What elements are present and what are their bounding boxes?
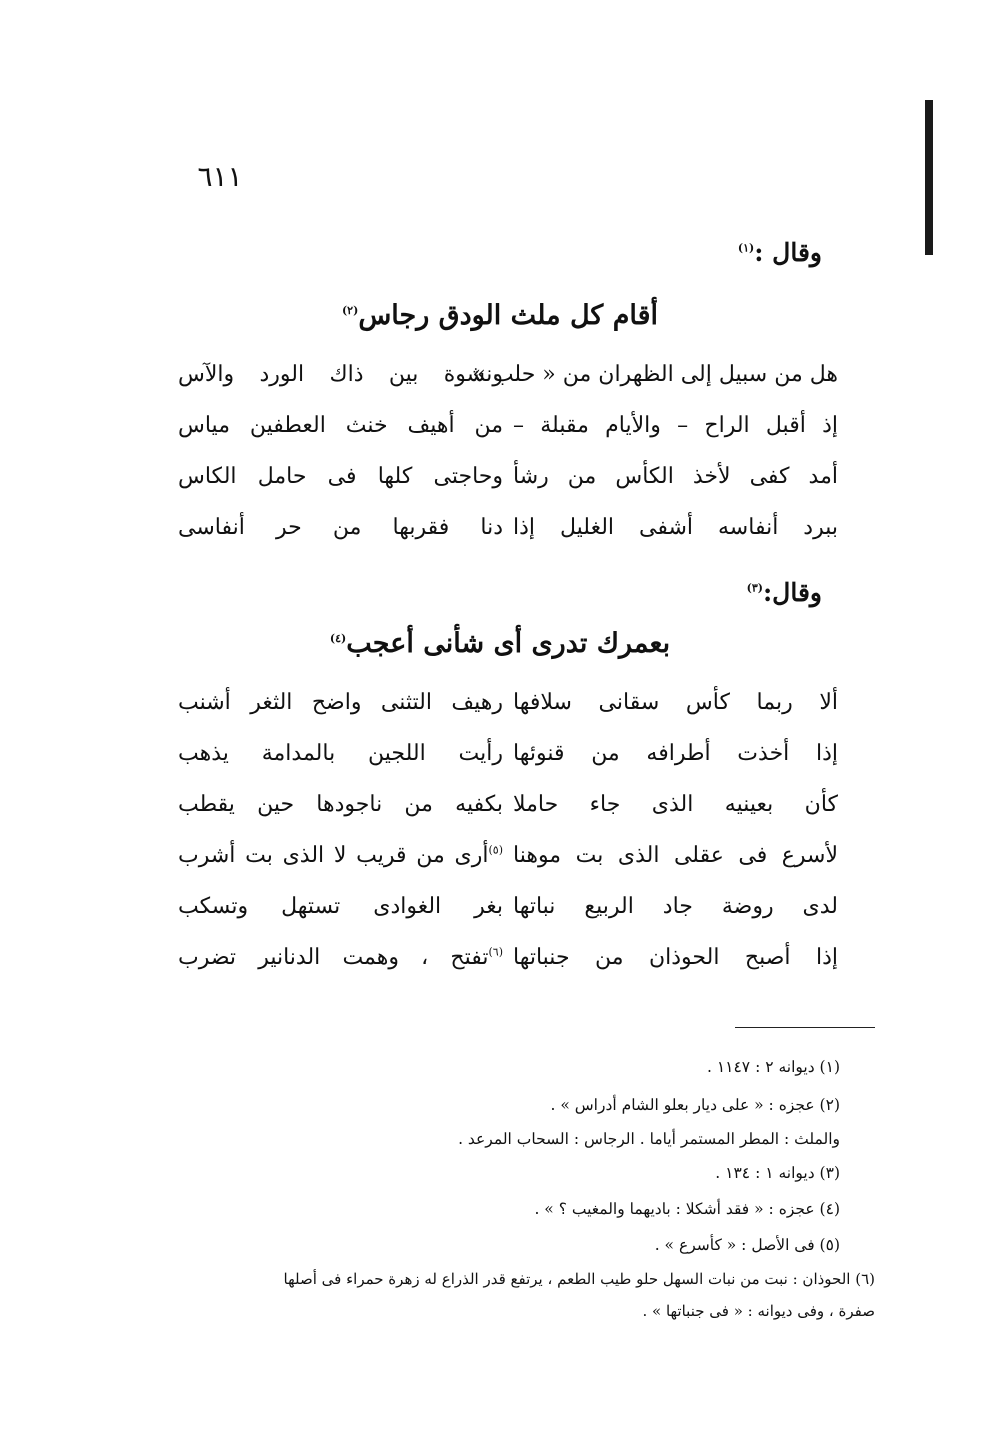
footnote: والملث : المطر المستمر أياما . الرجاس : السحاب المرعد . bbox=[458, 1130, 840, 1148]
footnote-ref: (١) bbox=[737, 241, 755, 255]
verse-second-hemistich: بغر الغوادى تستهل وتسكب bbox=[178, 894, 503, 919]
intro-text: وقال : bbox=[754, 238, 822, 267]
footnote: (١) ديوانه ٢ : ١١٤٧ . bbox=[706, 1058, 840, 1076]
page-number: ٦١١ bbox=[197, 160, 243, 193]
verse-second-hemistich: ونشوة بين ذاك الورد والآس bbox=[178, 362, 503, 387]
verse-first-hemistich: إذا أصبح الحوذان من جنباتها bbox=[513, 945, 838, 970]
footnote: (٦) الحوذان : نبت من نبات السهل حلو طيب الطعم ، يرتفع قدر الذراع له زهرة حمراء فى أصلها bbox=[283, 1270, 875, 1288]
verse-second-hemistich bbox=[178, 945, 503, 970]
heading-text: بعمرك تدرى أى شأنى أعجب bbox=[346, 628, 671, 659]
verse-line bbox=[178, 945, 838, 985]
poem-intro bbox=[522, 238, 822, 267]
footnote: (٤) عجزه : « فقد أشكلا : باديهما والمغيب ؟ » . bbox=[534, 1200, 840, 1218]
verse-second-hemistich: وحاجتى كلها فى حامل الكاس bbox=[178, 464, 503, 489]
heading-text: أقام كل ملث الودق رجاس bbox=[358, 300, 659, 331]
verse-second-hemistich: رأيت اللجين بالمدامة يذهب bbox=[178, 741, 503, 766]
verse-first-hemistich: ببرد أنفاسه أشفى الغليل إذا bbox=[513, 515, 838, 540]
footnote: (٥) فى الأصل : « كأسرع » . bbox=[654, 1236, 840, 1254]
verse-first-hemistich: أمد كفى لأخذ الكأس من رشأ bbox=[513, 464, 838, 489]
verse-first-hemistich: هل من سبيل إلى الظهران من « حلب » bbox=[472, 362, 838, 387]
verse-line bbox=[178, 464, 838, 504]
poem-heading bbox=[180, 300, 820, 331]
footnote-ref: (٦) bbox=[488, 945, 503, 959]
verse-second-hemistich: بكفيه من ناجودها حين يقطب bbox=[178, 792, 503, 817]
verse-line bbox=[178, 515, 838, 555]
footnote-ref: (٤) bbox=[329, 632, 347, 645]
footnote-ref: (٥) bbox=[488, 843, 503, 857]
verse-line bbox=[178, 792, 838, 832]
footnote-ref: (٣) bbox=[746, 581, 763, 595]
footnote-divider bbox=[735, 1027, 875, 1028]
footnote-ref: (٢) bbox=[341, 304, 359, 317]
verse-first-hemistich: ألا ربما كأس سقانى سلافها bbox=[513, 690, 838, 715]
verse-first-hemistich: إذا أخذت أطرافه من قنوئها bbox=[513, 741, 838, 766]
verse-second-hemistich bbox=[178, 843, 503, 868]
poem-intro bbox=[522, 578, 822, 607]
verse-line bbox=[178, 362, 838, 402]
poem-heading bbox=[180, 628, 820, 659]
footnote: (٢) عجزه : « على ديار بعلو الشام أدراس » . bbox=[550, 1096, 840, 1114]
verse-second-hemistich: رهيف التثنى واضح الثغر أشنب bbox=[178, 690, 503, 715]
verse-line bbox=[178, 741, 838, 781]
verse-line bbox=[178, 413, 838, 453]
verse-second-hemistich: دنا فقربها من حر أنفاسى bbox=[178, 515, 503, 540]
footnote: (٣) ديوانه ١ : ١٣٤ . bbox=[715, 1164, 840, 1182]
page-edge-bar bbox=[925, 100, 933, 255]
verse-line bbox=[178, 894, 838, 934]
footnote-continuation: صفرة ، وفى ديوانه : « فى جنباتها » . bbox=[642, 1302, 875, 1320]
verse-first-hemistich: لدى روضة جاد الربيع نباتها bbox=[513, 894, 838, 919]
verse-first-hemistich: لأسرع فى عقلى الذى بت موهنا bbox=[513, 843, 838, 868]
verse-second-hemistich: من أهيف خنث العطفين مياس bbox=[178, 413, 503, 438]
hemistich-text: تفتح ، وهمت الدنانير تضرب bbox=[178, 945, 489, 970]
intro-text: وقال: bbox=[762, 578, 822, 607]
verse-first-hemistich: كأن بعينيه الذى جاء حاملا bbox=[513, 792, 838, 817]
verse-line bbox=[178, 843, 838, 883]
verse-line bbox=[178, 690, 838, 730]
verse-first-hemistich: إذ أقبل الراح – والأيام مقبلة – bbox=[513, 413, 838, 438]
hemistich-text: أرى من قريب لا الذى بت أشرب bbox=[178, 843, 489, 868]
